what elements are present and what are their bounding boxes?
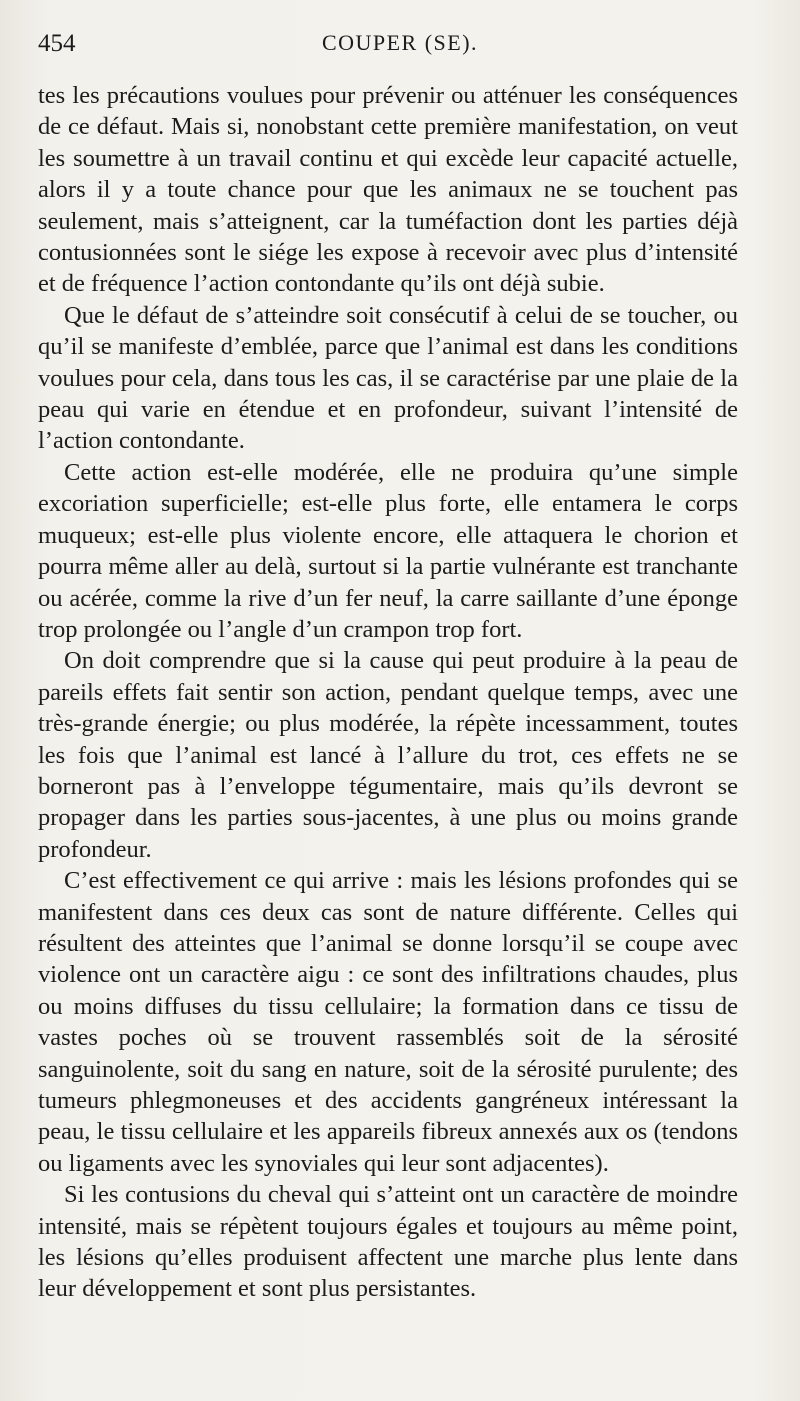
paragraph: On doit comprendre que si la cause qui peut produire à la peau de pareils effets fait sentir son action, pendant quelque temps, avec une très-grande énergie; ou plus modérée, la répète incessamment, toutes les fois que l’animal est lancé à l’allure du trot, ces effets ne se borneront pas à l’enveloppe tégumentaire, mais qu’ils devront se propager dans les parties sous-jacentes, à une plus ou moins grande profondeur. (38, 647, 738, 863)
paragraph: tes les précautions voulues pour prévenir ou atténuer les conséquences de ce défaut. Mais si, nonobstant cette première manifestation, on veut les soumettre à un travail continu et qui excède leur capacité actuelle, alors il y a toute chance pour que les animaux ne se touchent pas seulement, mais s’atteignent, car la tuméfaction dont les parties déjà contusionnées sont le siége les expose à recevoir avec plus d’intensité et de fréquence l’action contondante qu’ils ont déjà subie. (38, 82, 738, 298)
paragraph: C’est effectivement ce qui arrive : mais les lésions profondes qui se manifestent dans ces deux cas sont de nature différente. Celles qui résultent des atteintes que l’animal se donne lorsqu’il se coupe avec violence ont un caractère aigu : ce sont des infiltrations chaudes, plus ou moins diffuses du tissu cellulaire; la formation dans ce tissu de vastes poches où se trouvent rassemblés soit de la sérosité sanguinolente, soit du sang en nature, soit de la sérosité purulente; des tumeurs phlegmoneuses et des accidents gangréneux intéressant la peau, le tissu cellulaire et les appareils fibreux annexés aux os (tendons ou ligaments avec les synoviales qui leur sont adjacentes). (38, 867, 738, 1177)
paragraph: Cette action est-elle modérée, elle ne produira qu’une simple excoriation superficielle; est-elle plus forte, elle entamera le corps muqueux; est-elle plus violente encore, elle attaquera le chorion et pourra même aller au delà, surtout si la partie vulnérante est tranchante ou acérée, comme la rive d’un fer neuf, la carre saillante d’une éponge trop prolongée ou l’angle d’un crampon trop fort. (38, 458, 738, 643)
body-text (38, 80, 738, 1305)
page-header (38, 30, 762, 66)
page-number: 454 (38, 30, 76, 57)
running-head: COUPER (SE). (321, 30, 479, 55)
paragraph: Que le défaut de s’atteindre soit consécutif à celui de se toucher, ou qu’il se manifeste d’emblée, parce que l’animal est dans les conditions voulues pour cela, dans tous les cas, il se caractérise par une plaie de la peau qui varie en étendue et en profondeur, suivant l’intensité de l’action contondante. (38, 301, 738, 455)
paragraph: Si les contusions du cheval qui s’atteint ont un caractère de moindre intensité, mais se répètent toujours égales et toujours au même point, les lésions qu’elles produisent affectent une marche plus lente dans leur développement et sont plus persistantes. (38, 1181, 738, 1303)
